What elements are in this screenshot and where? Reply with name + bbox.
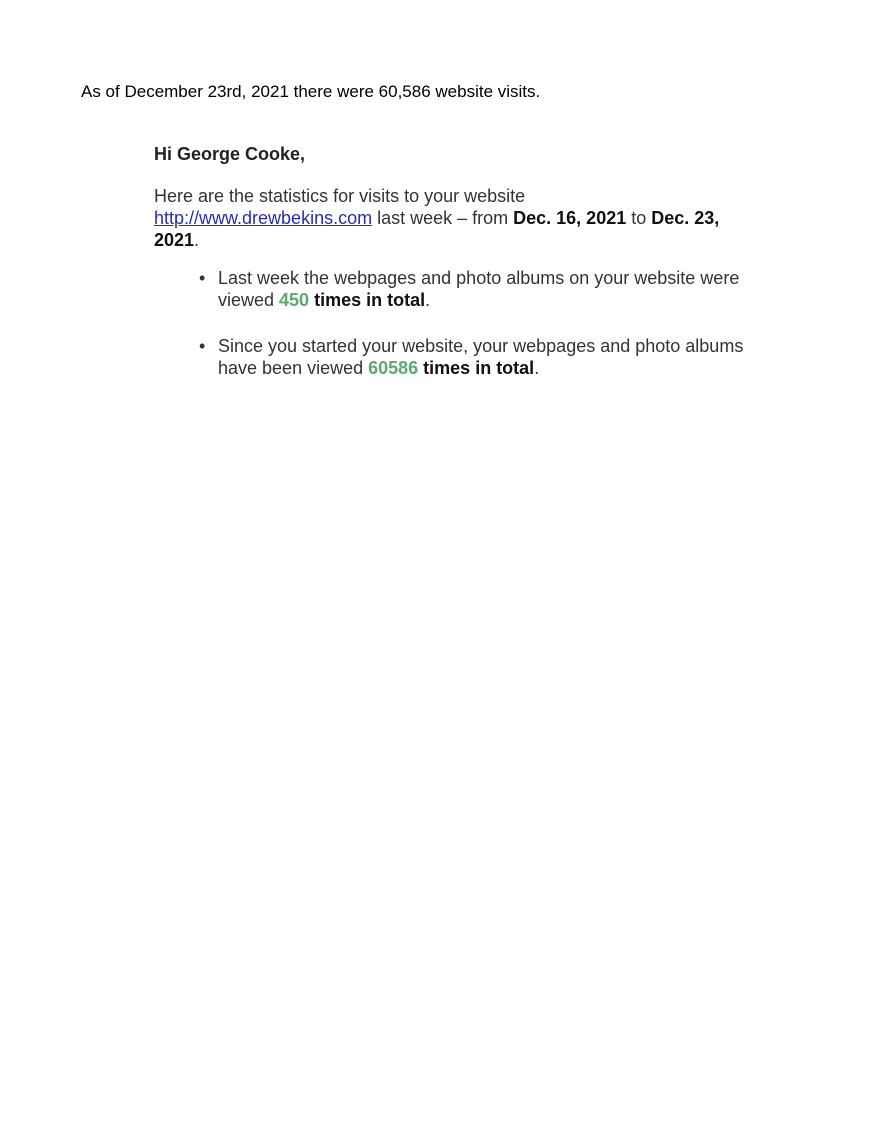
stat-end: .	[425, 290, 431, 310]
stat-text: Last week the webpages and photo albums on your website were viewed	[218, 268, 740, 310]
stat-end: .	[534, 358, 540, 378]
email-excerpt	[154, 143, 764, 403]
intro-mid-text: last week – from	[372, 208, 514, 228]
stat-item-total	[199, 335, 764, 379]
intro-end: .	[194, 230, 200, 250]
website-link[interactable]: http://www.drewbekins.com	[154, 208, 373, 228]
stats-list	[154, 267, 764, 379]
stat-tail: times in total	[309, 290, 426, 310]
bullet-icon: •	[199, 268, 206, 288]
intro-text: Here are the statistics for visits to your website	[154, 186, 526, 206]
intro-to-text: to	[626, 208, 652, 228]
stat-item-last-week	[199, 267, 764, 311]
stat-count: 450	[279, 290, 310, 310]
intro-line: As of December 23rd, 2021 there were 60,586 website visits.	[81, 82, 541, 101]
stat-count: 60586	[368, 358, 419, 378]
date-from: Dec. 16, 2021	[513, 208, 627, 228]
email-intro-paragraph	[154, 185, 764, 251]
stat-tail: times in total	[418, 358, 535, 378]
email-greeting: Hi George Cooke,	[154, 144, 306, 164]
stat-text: Since you started your website, your webpages and photo albums have been viewed	[218, 336, 744, 378]
date-to: Dec. 23, 2021	[154, 208, 720, 250]
bullet-icon: •	[199, 336, 206, 356]
